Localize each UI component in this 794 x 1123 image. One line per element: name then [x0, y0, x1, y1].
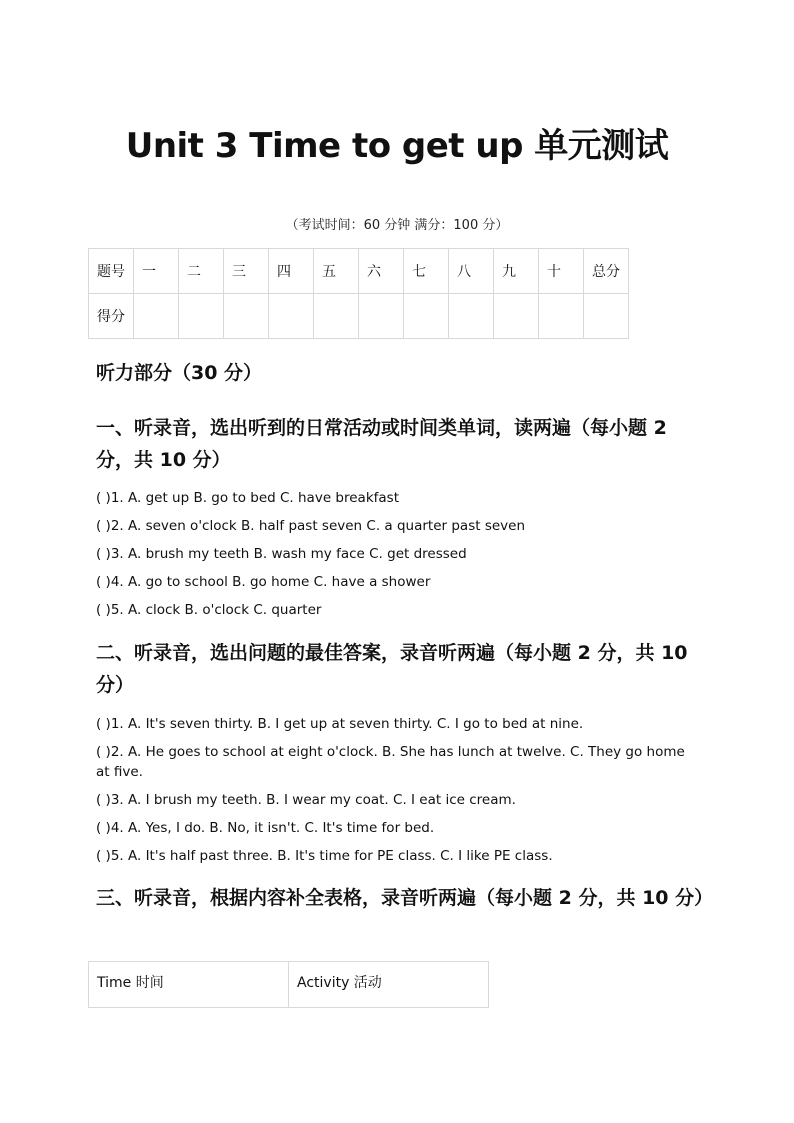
score-header-cell: 一: [134, 249, 179, 294]
score-header-cell: 三: [224, 249, 269, 294]
question-item: ( )1. A. get up B. go to bed C. have breakfast: [96, 490, 399, 506]
score-value-cell[interactable]: [269, 294, 314, 339]
score-value-cell[interactable]: [314, 294, 359, 339]
section-2-items: [96, 714, 700, 874]
section-1-title: 一、听录音，选出听到的日常活动或时间类单词，读两遍（每小题 2 分，共 10 分）: [96, 417, 667, 471]
question-item: ( )3. A. brush my teeth B. wash my face C. get dressed: [96, 546, 467, 562]
time-column-header: Time 时间: [89, 962, 289, 1008]
question-item: ( )2. A. seven o'clock B. half past seven C. a quarter past seven: [96, 518, 526, 534]
page-title: Unit 3 Time to get up 单元测试: [125, 126, 669, 166]
score-header-cell: 九: [494, 249, 539, 294]
score-value-cell[interactable]: [224, 294, 269, 339]
exam-info: （考试时间：60 分钟 满分：100 分）: [285, 218, 509, 233]
score-value-cell[interactable]: [359, 294, 404, 339]
score-value-cell[interactable]: [449, 294, 494, 339]
question-item: ( )5. A. It's half past three. B. It's time for PE class. C. I like PE class.: [96, 848, 553, 864]
score-value-cell[interactable]: [134, 294, 179, 339]
score-value-cell[interactable]: [539, 294, 584, 339]
score-row-label: 得分: [89, 294, 134, 339]
score-value-row: [89, 294, 629, 339]
question-item: ( )5. A. clock B. o'clock C. quarter: [96, 602, 322, 618]
score-table: [88, 248, 629, 339]
section-3-title: 三、听录音，根据内容补全表格，录音听两遍（每小题 2 分，共 10 分）: [96, 887, 714, 909]
question-item: ( )4. A. go to school B. go home C. have a shower: [96, 574, 431, 590]
time-activity-table: [88, 961, 489, 1008]
score-value-cell[interactable]: [584, 294, 629, 339]
question-item: ( )4. A. Yes, I do. B. No, it isn't. C. It's time for bed.: [96, 820, 435, 836]
question-item: ( )1. A. It's seven thirty. B. I get up at seven thirty. C. I go to bed at nine.: [96, 716, 584, 732]
question-item: ( )3. A. I brush my teeth. B. I wear my coat. C. I eat ice cream.: [96, 792, 516, 808]
score-header-cell: 题号: [89, 249, 134, 294]
score-header-cell: 十: [539, 249, 584, 294]
score-header-cell: 四: [269, 249, 314, 294]
question-item: ( )2. A. He goes to school at eight o'clock. B. She has lunch at twelve. C. They go home at five.: [96, 744, 685, 780]
listening-part-heading: 听力部分（30 分）: [96, 362, 263, 384]
section-2-title: 二、听录音，选出问题的最佳答案，录音听两遍（每小题 2 分，共 10 分）: [96, 642, 688, 696]
score-header-cell: 七: [404, 249, 449, 294]
score-header-cell: 总分: [584, 249, 629, 294]
score-header-cell: 八: [449, 249, 494, 294]
score-value-cell[interactable]: [179, 294, 224, 339]
section-1-items: [96, 488, 700, 628]
score-header-row: [89, 249, 629, 294]
activity-column-header: Activity 活动: [289, 962, 489, 1008]
table-header-row: [89, 962, 489, 1008]
score-value-cell[interactable]: [404, 294, 449, 339]
score-header-cell: 二: [179, 249, 224, 294]
score-header-cell: 五: [314, 249, 359, 294]
score-header-cell: 六: [359, 249, 404, 294]
score-value-cell[interactable]: [494, 294, 539, 339]
